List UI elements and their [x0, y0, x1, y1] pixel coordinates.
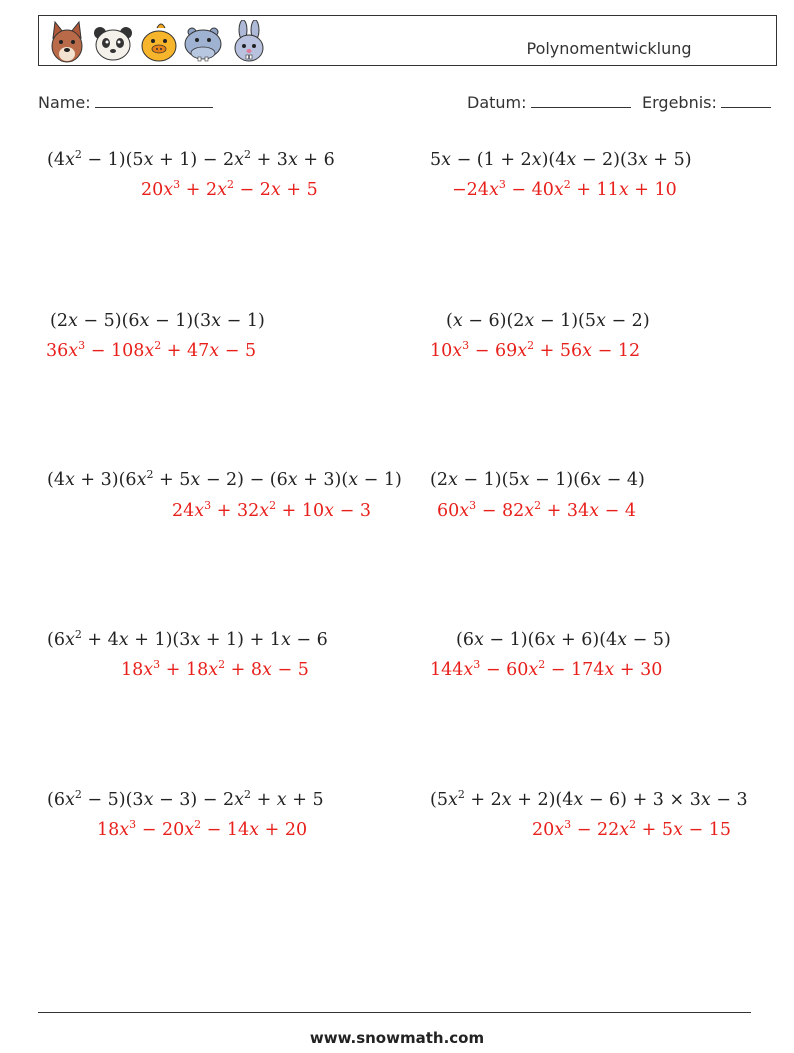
problem-9-question: $(6x^2 - 5)(3x - 3) - 2x^2 + x + 5$: [47, 788, 324, 810]
problem-8-answer: $144x^3 - 60x^2 - 174x + 30$: [430, 658, 663, 680]
problem-6-question: (2x − 1)(5x − 1)(6x − 4): [430, 470, 645, 490]
problem-2-question: 5x − (1 + 2x)(4x − 2)(3x + 5): [430, 150, 692, 170]
animal-icons: [45, 20, 275, 64]
problem-2-answer: $-24x^3 - 40x^2 + 11x + 10$: [452, 178, 677, 200]
problem-5-answer: $24x^3 + 32x^2 + 10x - 3$: [172, 499, 371, 521]
problem-7-answer: $18x^3 + 18x^2 + 8x - 5$: [121, 658, 309, 680]
problem-4-answer: $10x^3 - 69x^2 + 56x - 12$: [430, 339, 641, 361]
rabbit-icon: [235, 20, 263, 61]
problem-3-answer: $36x^3 - 108x^2 + 47x - 5$: [46, 339, 257, 361]
footer-divider: [38, 1012, 751, 1013]
hippo-icon: [185, 28, 221, 61]
name-blank[interactable]: [95, 93, 213, 108]
chick-icon: [142, 24, 176, 61]
date-blank[interactable]: [531, 93, 631, 108]
problem-5-question: $(4x + 3)(6x^2 + 5x - 2) - (6x + 3)(x - 1)$: [47, 468, 402, 490]
header-box: [38, 15, 777, 66]
problem-8-question: (6x − 1)(6x + 6)(4x − 5): [456, 630, 671, 650]
problem-1-question: $(4x^2 - 1)(5x + 1) - 2x^2 + 3x + 6$: [47, 148, 335, 170]
name-label: Name:: [38, 93, 91, 112]
problem-10-question: $(5x^2 + 2x + 2)(4x - 6) + 3 \times 3x - 3$: [430, 788, 748, 810]
worksheet-title: Polynomentwicklung: [526, 39, 692, 58]
date-field[interactable]: [467, 93, 631, 112]
panda-icon: [94, 27, 132, 60]
result-field[interactable]: [642, 93, 771, 112]
problem-10-answer: $20x^3 - 22x^2 + 5x - 15$: [532, 818, 731, 840]
problem-7-question: $(6x^2 + 4x + 1)(3x + 1) + 1x - 6$: [47, 628, 328, 650]
footer-url[interactable]: www.snowmath.com: [309, 1029, 485, 1047]
name-field[interactable]: [38, 93, 213, 112]
fox-icon: [52, 22, 82, 62]
date-label: Datum:: [467, 93, 527, 112]
problem-1-answer: $20x^3 + 2x^2 - 2x + 5$: [141, 178, 318, 200]
problem-9-answer: $18x^3 - 20x^2 - 14x + 20$: [97, 818, 308, 840]
problem-6-answer: $60x^3 - 82x^2 + 34x - 4$: [437, 499, 636, 521]
problem-4-question: (x − 6)(2x − 1)(5x − 2): [446, 311, 650, 331]
problem-3-question: (2x − 5)(6x − 1)(3x − 1): [50, 311, 265, 331]
result-blank[interactable]: [721, 93, 771, 108]
result-label: Ergebnis:: [642, 93, 717, 112]
